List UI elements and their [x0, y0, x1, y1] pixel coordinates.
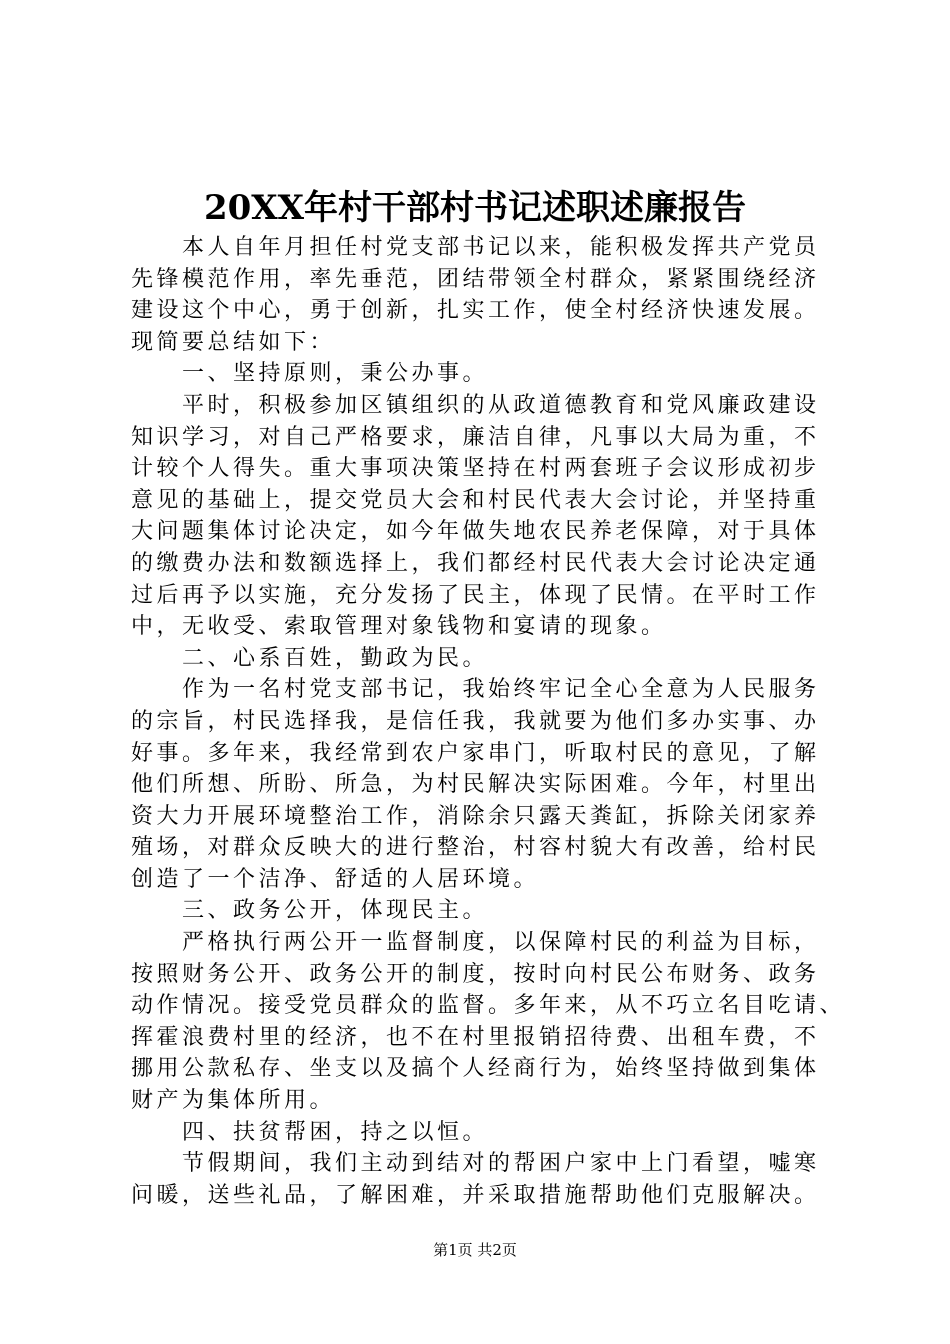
text-line: 意见的基础上，提交党员大会和村民代表大会讨论，并坚持重: [131, 487, 820, 513]
text-line: 挪用公款私存、坐支以及搞个人经商行为，始终坚持做到集体: [131, 1056, 820, 1082]
text-line: 殖场，对群众反映大的进行整治，村容村貌大有改善，给村民: [131, 835, 820, 861]
document-title: 20XX年村干部村书记述职述廉报告: [203, 188, 747, 228]
text-line: 一、坚持原则，秉公办事。: [182, 361, 489, 387]
text-line: 按照财务公开、政务公开的制度，按时向村民公布财务、政务: [131, 961, 820, 987]
text-line: 先锋模范作用，率先垂范，团结带领全村群众，紧紧围绕经济: [131, 266, 820, 292]
text-line: 现简要总结如下：: [131, 329, 336, 355]
text-line: 节假期间，我们主动到结对的帮困户家中上门看望，嘘寒: [182, 1151, 820, 1177]
text-line: 的缴费办法和数额选择上，我们都经村民代表大会讨论决定通: [131, 550, 820, 576]
text-line: 四、扶贫帮困，持之以恒。: [182, 1119, 489, 1145]
text-line: 二、心系百姓，勤政为民。: [182, 645, 489, 671]
page-footer: 第1页 共2页: [433, 1241, 517, 1259]
text-line: 过后再予以实施，充分发扬了民主，体现了民情。在平时工作: [131, 582, 820, 608]
text-line: 知识学习，对自己严格要求，廉洁自律，凡事以大局为重，不: [131, 424, 820, 450]
text-line: 中，无收受、索取管理对象钱物和宴请的现象。: [131, 614, 667, 640]
text-line: 作为一名村党支部书记，我始终牢记全心全意为人民服务: [182, 677, 820, 703]
text-line: 的宗旨，村民选择我，是信任我，我就要为他们多办实事、办: [131, 708, 820, 734]
text-line: 平时，积极参加区镇组织的从政道德教育和党风廉政建设: [182, 392, 820, 418]
text-line: 计较个人得失。重大事项决策坚持在村两套班子会议形成初步: [131, 456, 820, 482]
document-body: [131, 232, 846, 1211]
text-line: 严格执行两公开一监督制度，以保障村民的利益为目标，: [182, 930, 820, 956]
text-line: 挥霍浪费村里的经济，也不在村里报销招待费、出租车费，不: [131, 1024, 820, 1050]
text-line: 大问题集体讨论决定，如今年做失地农民养老保障，对于具体: [131, 519, 820, 545]
text-line: 动作情况。接受党员群众的监督。多年来，从不巧立名目吃请、: [131, 993, 846, 1019]
text-line: 他们所想、所盼、所急，为村民解决实际困难。今年，村里出: [131, 772, 820, 798]
text-line: 本人自年月担任村党支部书记以来，能积极发挥共产党员: [182, 235, 820, 260]
text-line: 资大力开展环境整治工作，消除余只露天粪缸，拆除关闭家养: [131, 803, 820, 829]
text-line: 三、政务公开，体现民主。: [182, 898, 489, 924]
text-line: 好事。多年来，我经常到农户家串门，听取村民的意见，了解: [131, 740, 820, 766]
text-line: 问暖，送些礼品，了解困难，并采取措施帮助他们克服解决。: [131, 1182, 820, 1208]
text-line: 建设这个中心，勇于创新，扎实工作，使全村经济快速发展。: [131, 298, 820, 324]
text-line: 创造了一个洁净、舒适的人居环境。: [131, 866, 540, 892]
text-line: 财产为集体所用。: [131, 1088, 336, 1114]
